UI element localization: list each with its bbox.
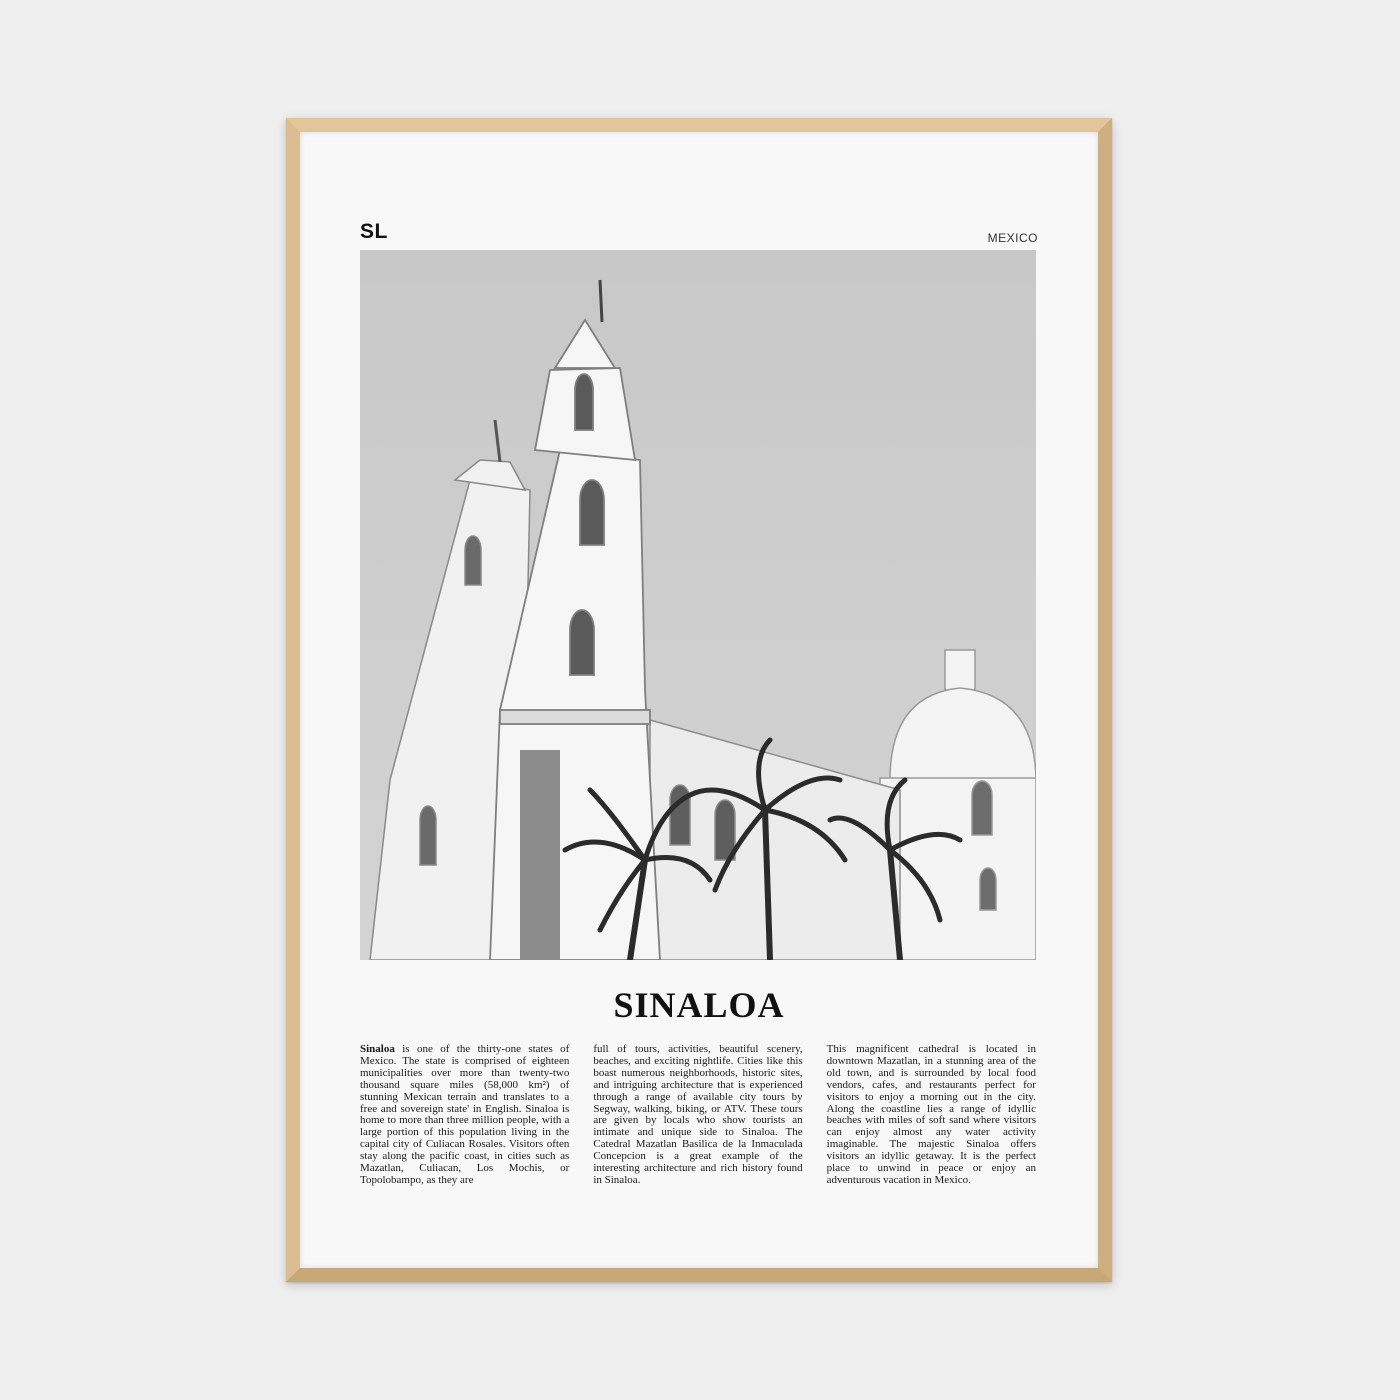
cathedral-photo [360, 250, 1036, 960]
lead-word: Sinaloa [360, 1043, 395, 1055]
description-col-3: This magnificent cathedral is located in downtown Mazatlan, in a stunning area of the old town, and is surrounded by local food vendors, cafes, and restaurants perfect for visitors to enjoy a morning out in the city. Along the coastline lies a range of idyllic beaches with miles of soft sand where visitors can enjoy almost any water activity imaginable. The majestic Sinaloa offers visitors an idyllic getaway. It is the perfect place to unwind in peace or enjoy an adventurous vacation in Mexico. [826, 1043, 1036, 1186]
poster-paper [300, 132, 1098, 1268]
country-label: MEXICO [987, 231, 1038, 245]
state-code: SL [360, 220, 388, 243]
description-col-2: full of tours, activities, beautiful scenery, beaches, and exciting nightlife. Cities like this boast numerous neighborhoods, historic sites, and intriguing architecture that is experienced through a range of available city tours by Segway, walking, biking, or ATV. These tours are given by locals who show tourists an intimate and unique side to Sinaloa. The Catedral Mazatlan Basilica de la Inmaculada Concepcion is a great example of the interesting architecture and rich history found in Sinaloa. [593, 1043, 803, 1186]
poster-title: SINALOA [613, 985, 785, 1025]
col-1-text: is one of the thirty-one states of Mexico. The state is comprised of eighteen municipalities over more than twenty-two thousand square miles (58,000 km²) of stunning Mexican terrain and translates to a free and sovereign state' in English. Sinaloa is home to more than three million people, with a large portion of this population living in the capital city of Culiacan Rosales. Visitors often stay along the pacific coast, in cities such as Mazatlan, Culiacan, Los Mochis, or Topolobampo, as they are [360, 1043, 570, 1186]
poster-frame [286, 118, 1112, 1282]
description-columns [360, 1044, 1036, 1204]
description-col-1 [360, 1044, 569, 1204]
